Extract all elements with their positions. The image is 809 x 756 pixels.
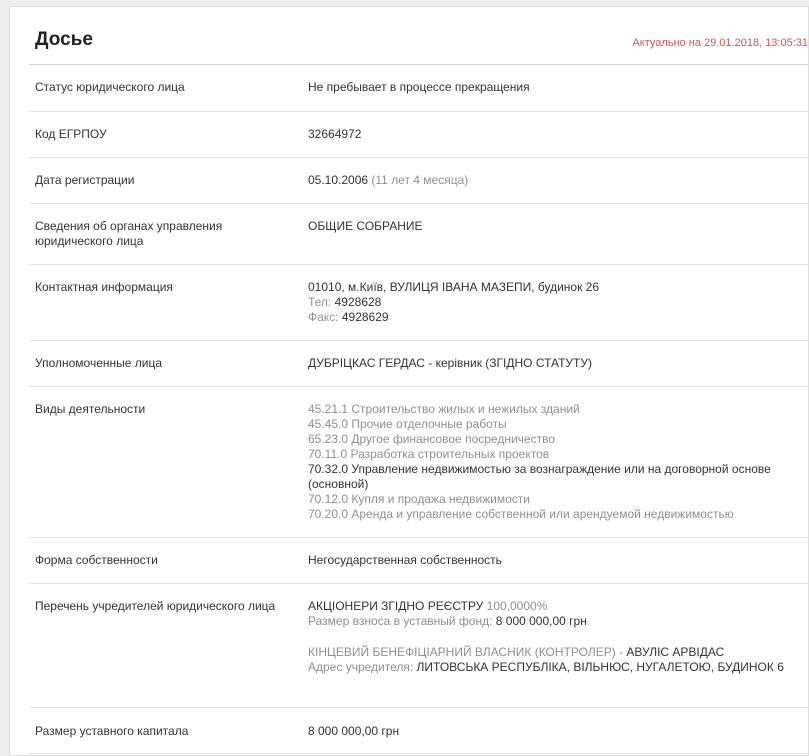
- dossier-header: [29, 7, 808, 65]
- founder-name: АКЦІОНЕРИ ЗГІДНО РЕЄСТРУ: [308, 599, 484, 613]
- phone-label: Тел:: [308, 295, 332, 309]
- registration-age: (11 лет 4 месяца): [371, 173, 469, 187]
- fax-label: Факс:: [308, 310, 339, 324]
- row-label: Форма собственности: [35, 553, 158, 567]
- founder-contribution-line: [308, 614, 798, 629]
- row-label: Перечень учредителей юридического лица: [35, 599, 276, 613]
- authorized-value: ДУБРІЦКАС ГЕРДАС - керівник (ЗГІДНО СТАТУТУ): [308, 356, 592, 370]
- activity-item: 70.11.0 Разработка строительных проектов: [308, 447, 550, 461]
- contact-phone-line: [308, 295, 798, 310]
- row-contact: [29, 265, 808, 341]
- row-edrpou: [29, 112, 808, 158]
- founder-address-label: Адрес учредителя:: [308, 660, 414, 674]
- row-registration: [29, 158, 808, 204]
- row-label-line: юридического лица: [35, 234, 144, 248]
- activity-item-main: 70.32.0 Управление недвижимостью за вознаграждение или на договорной основе: [308, 462, 771, 476]
- founder-separator: [308, 629, 798, 645]
- row-label: Размер уставного капитала: [35, 724, 189, 738]
- fax-value: 4928629: [341, 310, 389, 324]
- row-status: [29, 65, 808, 112]
- row-label: Дата регистрации: [35, 173, 135, 187]
- row-authorized: [29, 341, 808, 387]
- dossier-card: [9, 6, 809, 756]
- row-label: Статус юридического лица: [35, 80, 185, 94]
- row-label: Виды деятельности: [35, 402, 146, 416]
- status-value: Не пребывает в процессе прекращения: [308, 80, 530, 94]
- capital-value: 8 000 000,00 грн: [308, 724, 400, 738]
- row-activities: [29, 387, 808, 538]
- founder-share: 100,0000%: [486, 599, 548, 613]
- contact-fax-line: [308, 310, 798, 325]
- registration-date: 05.10.2006: [308, 173, 369, 187]
- activity-item: 45.45.0 Прочие отделочные работы: [308, 417, 507, 431]
- contact-address: 01010, м.Київ, ВУЛИЦЯ ІВАНА МАЗЕПИ, будинок 26: [308, 280, 600, 294]
- contact-value: [308, 280, 808, 340]
- phone-value: 4928628: [334, 295, 382, 309]
- row-founders: [29, 584, 808, 708]
- founder-line: [308, 599, 798, 614]
- row-governance: [29, 204, 808, 265]
- actuality-timestamp: Актуально на 29.01.2018, 13:05:31: [632, 37, 808, 49]
- ownership-value: Негосударственная собственность: [308, 553, 502, 567]
- edrpou-value: 32664972: [308, 127, 362, 141]
- contribution-label: Размер взноса в уставный фонд:: [308, 614, 493, 628]
- founder-address-value: ЛИТОВСЬКА РЕСПУБЛІКА, ВІЛЬНЮС, НУГАЛЕТОЮ, БУДИНОК 6: [416, 660, 784, 674]
- activities-list: [308, 402, 808, 537]
- row-ownership: [29, 538, 808, 584]
- row-label: Код ЕГРПОУ: [35, 127, 107, 141]
- activity-item-main-note: (основной): [308, 477, 369, 491]
- activity-item: 45.21.1 Строительство жилых и нежилых зданий: [308, 402, 580, 416]
- activity-item: 70.20.0 Аренда и управление собственной или арендуемой недвижимостью: [308, 507, 734, 521]
- activity-item: 70.12.0 Купля и продажа недвижимости: [308, 492, 530, 506]
- page-title: Досье: [35, 29, 93, 50]
- contribution-value: 8 000 000,00 грн: [495, 614, 587, 628]
- row-label: Уполномоченные лица: [35, 356, 163, 370]
- governance-value: ОБЩИЕ СОБРАНИЕ: [308, 219, 423, 233]
- beneficiary-line: [308, 645, 798, 660]
- registration-value: [308, 173, 808, 203]
- beneficiary-label: КІНЦЕВИЙ БЕНЕФІЦІАРНИЙ ВЛАСНИК (КОНТРОЛЕР) -: [308, 645, 624, 659]
- row-label: Контактная информация: [35, 280, 173, 294]
- activity-item: 65.23.0 Другое финансовое посредничество: [308, 432, 555, 446]
- row-label-line: Сведения об органах управления: [35, 219, 223, 233]
- founders-list: [308, 599, 808, 707]
- founder-address-line: [308, 660, 798, 675]
- beneficiary-name: АВУЛІС АРВІДАС: [626, 645, 725, 659]
- row-capital: [29, 708, 808, 754]
- row-label: [29, 219, 308, 264]
